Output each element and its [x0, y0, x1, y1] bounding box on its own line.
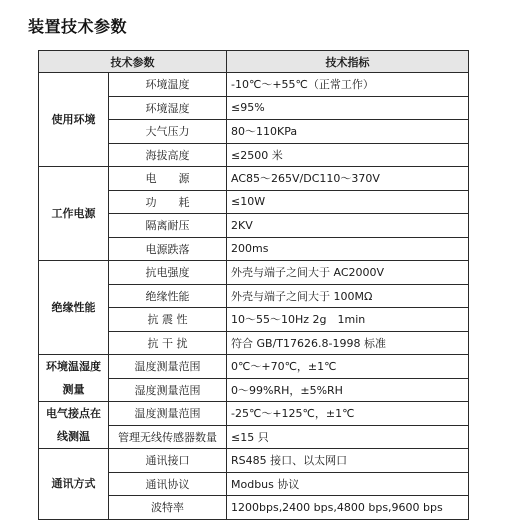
table-header-row: [39, 51, 469, 73]
value-cell: AC85～265V/DC110～370V: [227, 167, 469, 191]
group-label: 环境温湿度测量: [39, 355, 109, 402]
value-cell: 10～55～10Hz 2g 1min: [227, 308, 469, 332]
param-cell: 温度测量范围: [109, 355, 227, 379]
param-cell: 抗 干 扰: [109, 331, 227, 355]
param-cell: 温度测量范围: [109, 402, 227, 426]
param-cell: 波特率: [109, 496, 227, 520]
param-cell: 大气压力: [109, 120, 227, 144]
value-cell: 80～110KPa: [227, 120, 469, 144]
spec-table: [38, 50, 469, 520]
group-label: 绝缘性能: [39, 261, 109, 355]
value-cell: ≤10W: [227, 190, 469, 214]
value-cell: 外壳与端子之间大于 AC2000V: [227, 261, 469, 285]
value-cell: RS485 接口、以太网口: [227, 449, 469, 473]
page-title: 装置技术参数: [28, 17, 128, 36]
param-cell: 隔离耐压: [109, 214, 227, 238]
param-cell: 管理无线传感器数量: [109, 425, 227, 449]
value-cell: -10℃～+55℃（正常工作）: [227, 73, 469, 97]
param-cell: 湿度测量范围: [109, 378, 227, 402]
table-row: [39, 449, 469, 473]
header-spec: 技术指标: [227, 51, 469, 73]
value-cell: 0～99%RH，±5%RH: [227, 378, 469, 402]
param-cell: 电源跌落: [109, 237, 227, 261]
header-param: 技术参数: [39, 51, 227, 73]
group-label: 通讯方式: [39, 449, 109, 520]
group-label: 使用环境: [39, 73, 109, 167]
value-cell: ≤2500 米: [227, 143, 469, 167]
param-cell: 环境湿度: [109, 96, 227, 120]
value-cell: 符合 GB/T17626.8-1998 标准: [227, 331, 469, 355]
group-label: 电气接点在线测温: [39, 402, 109, 449]
value-cell: 2KV: [227, 214, 469, 238]
value-cell: -25℃～+125℃，±1℃: [227, 402, 469, 426]
param-cell: 环境温度: [109, 73, 227, 97]
value-cell: 200ms: [227, 237, 469, 261]
value-cell: 0℃～+70℃，±1℃: [227, 355, 469, 379]
param-cell: 绝缘性能: [109, 284, 227, 308]
table-row: [39, 355, 469, 379]
value-cell: ≤95%: [227, 96, 469, 120]
table-body: [39, 73, 469, 520]
param-cell: 电 源: [109, 167, 227, 191]
param-cell: 海拔高度: [109, 143, 227, 167]
value-cell: ≤15 只: [227, 425, 469, 449]
group-label: 工作电源: [39, 167, 109, 261]
param-cell: 抗 震 性: [109, 308, 227, 332]
value-cell: 1200bps,2400 bps,4800 bps,9600 bps: [227, 496, 469, 520]
table-row: [39, 261, 469, 285]
table-row: [39, 167, 469, 191]
value-cell: Modbus 协议: [227, 472, 469, 496]
value-cell: 外壳与端子之间大于 100MΩ: [227, 284, 469, 308]
table-row: [39, 73, 469, 97]
param-cell: 通讯接口: [109, 449, 227, 473]
param-cell: 功 耗: [109, 190, 227, 214]
param-cell: 抗电强度: [109, 261, 227, 285]
param-cell: 通讯协议: [109, 472, 227, 496]
table-row: [39, 402, 469, 426]
